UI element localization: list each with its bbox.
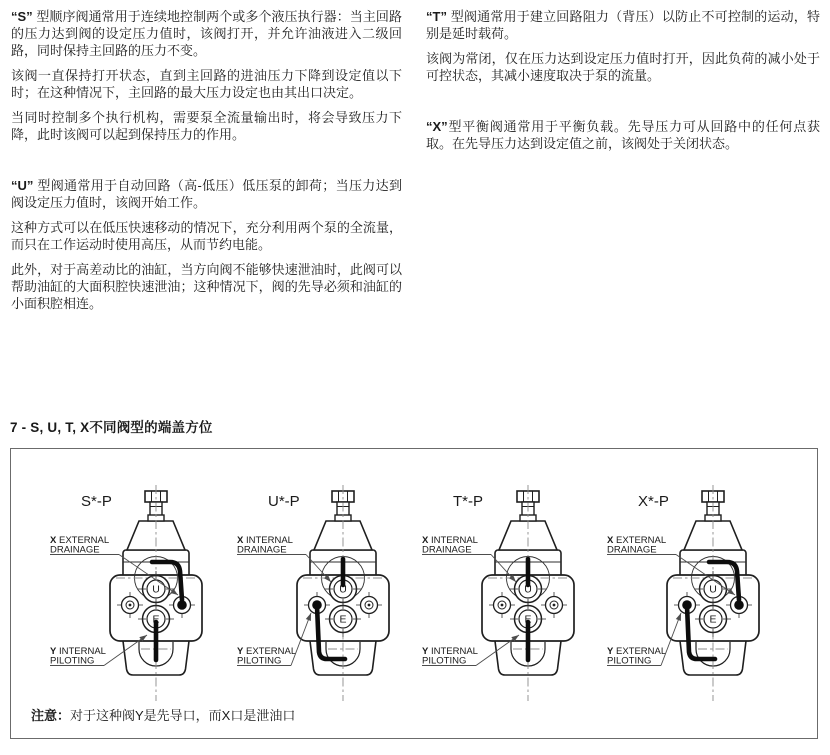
svg-text:Y INTERNAL: Y INTERNAL (422, 646, 478, 657)
svg-text:X EXTERNAL: X EXTERNAL (50, 535, 110, 546)
valve-U*-P (237, 485, 389, 701)
paragraph-text: 该阀一直保持打开状态，直到主回路的进油压力下降到设定值以下时；在这种情况下，主回路的最大压力设定也由其出口决定。 (11, 68, 402, 100)
svg-text:DRAINAGE: DRAINAGE (237, 544, 287, 556)
paragraph-u-2 (11, 219, 402, 253)
valve-diagram-panel (10, 448, 818, 739)
paragraph-text: 型平衡阀通常用于平衡负载。先导压力可从回路中的任何点获取。在先导压力达到设定值之前，该阀处于关闭状态。 (426, 119, 820, 151)
svg-text:E: E (152, 613, 160, 626)
svg-text:E: E (524, 613, 532, 626)
svg-text:DRAINAGE: DRAINAGE (50, 544, 100, 556)
paragraph-text: 当同时控制多个执行机构，需要泵全流量输出时，将会导致压力下降，此时该阀可以起到保持压力的作用。 (11, 110, 402, 142)
svg-text:PILOTING: PILOTING (50, 655, 95, 667)
paragraph-text: 这种方式可以在低压快速移动的情况下，充分利用两个泵的全流量，而只在工作运动时使用高压，从而节约电能。 (11, 220, 402, 252)
svg-text:U: U (709, 583, 717, 596)
valve-S*-P (50, 485, 202, 701)
diagram-note (31, 705, 295, 724)
paragraph-text: 型阀通常用于自动回路（高-低压）低压泵的卸荷；当压力达到阀设定压力值时，该阀开始工作。 (11, 178, 402, 210)
svg-text:S*-P: S*-P (81, 493, 112, 510)
svg-text:U: U (339, 583, 347, 596)
svg-text:T*-P: T*-P (453, 493, 483, 510)
left-text-column (11, 0, 402, 320)
paragraph-t-2 (426, 50, 820, 84)
svg-text:U: U (524, 583, 532, 596)
paragraph-text: 型顺序阀通常用于连续地控制两个或多个液压执行器：当主回路的压力达到阀的设定压力值时，该阀打开，并允许油液进入二级回路，同时保持主回路的压力不变。 (11, 9, 402, 58)
svg-text:E: E (339, 613, 347, 626)
svg-text:Y INTERNAL: Y INTERNAL (50, 646, 106, 657)
svg-text:X EXTERNAL: X EXTERNAL (607, 535, 667, 546)
svg-text:Y EXTERNAL: Y EXTERNAL (237, 646, 297, 657)
svg-text:PILOTING: PILOTING (422, 655, 467, 667)
paragraph-text: 该阀为常闭，仅在压力达到设定压力值时打开，因此负荷的减小处于可控状态，其减小速度取决于泵的流量。 (426, 51, 820, 83)
svg-text:U: U (152, 583, 160, 596)
note-label: 注意： (31, 708, 71, 723)
valve-type-lead: “T” (426, 9, 447, 24)
valve-type-lead: “U” (11, 178, 34, 193)
right-text-column (426, 0, 820, 160)
valve-type-lead: “S” (11, 9, 33, 24)
paragraph-text: 此外，对于高差动比的油缸，当方向阀不能够快速泄油时，此阀可以帮助油缸的大面积腔快速泄油；这种情况下，阀的先导必须和油缸的小面积腔相连。 (11, 262, 402, 311)
svg-text:E: E (709, 613, 717, 626)
section-heading: 7 - S, U, T, X不同阀型的端盖方位 (10, 420, 213, 435)
paragraph-text: 型阀通常用于建立回路阻力（背压）以防止不可控制的运动，特别是延时载荷。 (426, 9, 820, 41)
svg-text:PILOTING: PILOTING (237, 655, 282, 667)
valve-type-lead: “X” (426, 119, 448, 134)
valve-X*-P (607, 485, 759, 701)
paragraph-u-1 (11, 177, 402, 211)
paragraph-s-3 (11, 109, 402, 143)
svg-text:DRAINAGE: DRAINAGE (422, 544, 472, 556)
paragraph-t-1 (426, 8, 820, 42)
svg-text:X INTERNAL: X INTERNAL (422, 535, 478, 546)
valve-T*-P (422, 485, 574, 701)
svg-text:DRAINAGE: DRAINAGE (607, 544, 657, 556)
svg-text:PILOTING: PILOTING (607, 655, 652, 667)
svg-text:Y EXTERNAL: Y EXTERNAL (607, 646, 667, 657)
valve-diagrams (11, 449, 816, 701)
paragraph-s-2 (11, 67, 402, 101)
paragraph-x-1 (426, 118, 820, 152)
svg-text:X*-P: X*-P (638, 493, 669, 510)
note-text: 对于这种阀Y是先导口，而X口是泄油口 (70, 708, 296, 723)
svg-text:X INTERNAL: X INTERNAL (237, 535, 293, 546)
paragraph-s-1 (11, 8, 402, 59)
paragraph-u-3 (11, 261, 402, 312)
svg-text:U*-P: U*-P (268, 493, 300, 510)
